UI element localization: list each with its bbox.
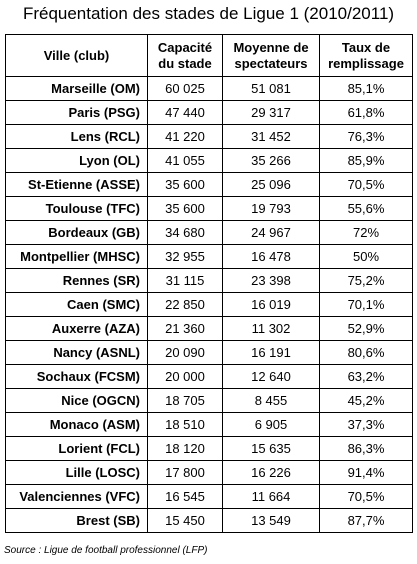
cell-club: St-Etienne (ASSE) — [6, 173, 148, 197]
cell-club: Valenciennes (VFC) — [6, 485, 148, 509]
table-row — [6, 293, 413, 317]
cell-average: 6 905 — [223, 413, 320, 437]
cell-capacity: 35 600 — [148, 173, 223, 197]
cell-capacity: 17 800 — [148, 461, 223, 485]
table-row — [6, 461, 413, 485]
cell-fill-rate: 50% — [320, 245, 413, 269]
cell-fill-rate: 55,6% — [320, 197, 413, 221]
cell-average: 11 664 — [223, 485, 320, 509]
table-row — [6, 317, 413, 341]
header-row — [6, 35, 413, 77]
cell-fill-rate: 80,6% — [320, 341, 413, 365]
cell-club: Lorient (FCL) — [6, 437, 148, 461]
cell-club: Bordeaux (GB) — [6, 221, 148, 245]
cell-average: 24 967 — [223, 221, 320, 245]
cell-club: Sochaux (FCSM) — [6, 365, 148, 389]
table-row — [6, 485, 413, 509]
table-row — [6, 437, 413, 461]
table-title: Fréquentation des stades de Ligue 1 (2010/2011) — [22, 4, 395, 23]
cell-fill-rate: 45,2% — [320, 389, 413, 413]
cell-average: 25 096 — [223, 173, 320, 197]
cell-club: Marseille (OM) — [6, 77, 148, 101]
cell-capacity: 60 025 — [148, 77, 223, 101]
cell-fill-rate: 86,3% — [320, 437, 413, 461]
cell-club: Brest (SB) — [6, 509, 148, 533]
cell-club: Monaco (ASM) — [6, 413, 148, 437]
cell-fill-rate: 70,1% — [320, 293, 413, 317]
table-row — [6, 509, 413, 533]
cell-capacity: 20 090 — [148, 341, 223, 365]
cell-capacity: 31 115 — [148, 269, 223, 293]
cell-fill-rate: 70,5% — [320, 485, 413, 509]
table-row — [6, 125, 413, 149]
cell-club: Rennes (SR) — [6, 269, 148, 293]
table-row — [6, 149, 413, 173]
cell-fill-rate: 63,2% — [320, 365, 413, 389]
cell-average: 23 398 — [223, 269, 320, 293]
source-note: Source : Ligue de football professionnel (LFP) — [4, 545, 208, 556]
table-row — [6, 341, 413, 365]
cell-fill-rate: 85,9% — [320, 149, 413, 173]
cell-club: Lille (LOSC) — [6, 461, 148, 485]
cell-fill-rate: 72% — [320, 221, 413, 245]
table-row — [6, 77, 413, 101]
cell-capacity: 16 545 — [148, 485, 223, 509]
table-row — [6, 197, 413, 221]
cell-capacity: 41 055 — [148, 149, 223, 173]
header-capacity: Capacité du stade — [148, 35, 223, 77]
cell-club: Nice (OGCN) — [6, 389, 148, 413]
header-fill-rate: Taux de remplissage — [320, 35, 413, 77]
cell-capacity: 47 440 — [148, 101, 223, 125]
cell-average: 16 019 — [223, 293, 320, 317]
cell-capacity: 22 850 — [148, 293, 223, 317]
cell-fill-rate: 70,5% — [320, 173, 413, 197]
cell-capacity: 15 450 — [148, 509, 223, 533]
cell-average: 35 266 — [223, 149, 320, 173]
cell-average: 13 549 — [223, 509, 320, 533]
cell-capacity: 18 705 — [148, 389, 223, 413]
cell-fill-rate: 87,7% — [320, 509, 413, 533]
cell-average: 19 793 — [223, 197, 320, 221]
cell-capacity: 18 120 — [148, 437, 223, 461]
cell-capacity: 35 600 — [148, 197, 223, 221]
cell-fill-rate: 91,4% — [320, 461, 413, 485]
cell-club: Nancy (ASNL) — [6, 341, 148, 365]
cell-fill-rate: 37,3% — [320, 413, 413, 437]
table-body — [6, 77, 413, 533]
cell-capacity: 41 220 — [148, 125, 223, 149]
cell-fill-rate: 85,1% — [320, 77, 413, 101]
cell-club: Lens (RCL) — [6, 125, 148, 149]
cell-capacity: 21 360 — [148, 317, 223, 341]
table-row — [6, 245, 413, 269]
cell-average: 29 317 — [223, 101, 320, 125]
table-row — [6, 389, 413, 413]
cell-club: Auxerre (AZA) — [6, 317, 148, 341]
table-row — [6, 413, 413, 437]
header-club: Ville (club) — [6, 35, 148, 77]
cell-club: Lyon (OL) — [6, 149, 148, 173]
cell-average: 51 081 — [223, 77, 320, 101]
cell-average: 16 478 — [223, 245, 320, 269]
cell-fill-rate: 76,3% — [320, 125, 413, 149]
cell-fill-rate: 52,9% — [320, 317, 413, 341]
cell-capacity: 34 680 — [148, 221, 223, 245]
cell-average: 16 191 — [223, 341, 320, 365]
table-row — [6, 221, 413, 245]
cell-fill-rate: 61,8% — [320, 101, 413, 125]
cell-club: Montpellier (MHSC) — [6, 245, 148, 269]
cell-capacity: 20 000 — [148, 365, 223, 389]
cell-club: Caen (SMC) — [6, 293, 148, 317]
cell-average: 8 455 — [223, 389, 320, 413]
table-row — [6, 173, 413, 197]
attendance-table — [5, 34, 413, 533]
cell-club: Toulouse (TFC) — [6, 197, 148, 221]
table-row — [6, 101, 413, 125]
cell-capacity: 32 955 — [148, 245, 223, 269]
table-row — [6, 365, 413, 389]
cell-average: 31 452 — [223, 125, 320, 149]
cell-average: 12 640 — [223, 365, 320, 389]
cell-average: 16 226 — [223, 461, 320, 485]
cell-average: 11 302 — [223, 317, 320, 341]
cell-fill-rate: 75,2% — [320, 269, 413, 293]
cell-capacity: 18 510 — [148, 413, 223, 437]
cell-average: 15 635 — [223, 437, 320, 461]
header-average: Moyenne de spectateurs — [223, 35, 320, 77]
cell-club: Paris (PSG) — [6, 101, 148, 125]
table-row — [6, 269, 413, 293]
